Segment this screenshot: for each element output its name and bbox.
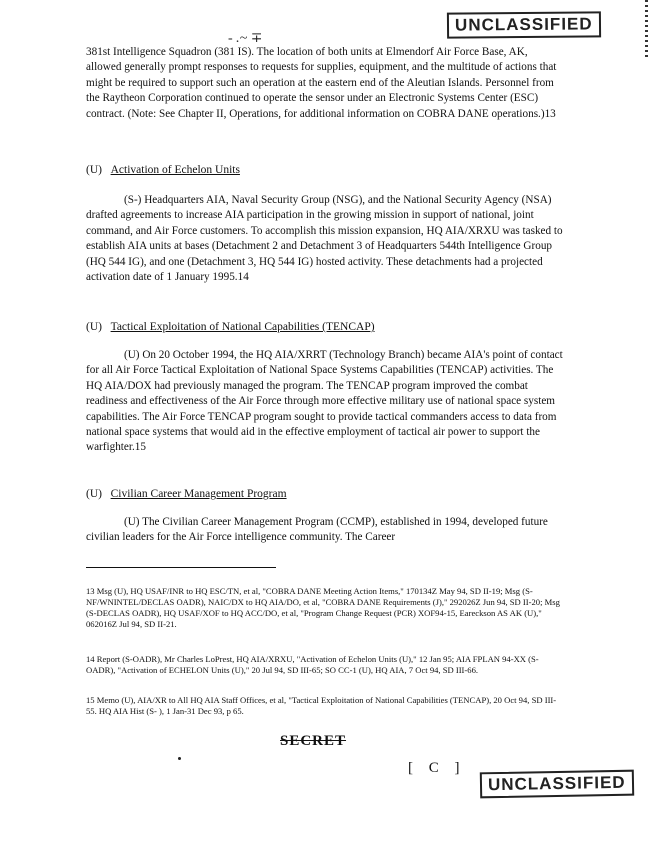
section-heading-tencap: [86, 321, 375, 333]
section-heading-prefix: (U): [86, 488, 102, 500]
section-body-tencap: (U) On 20 October 1994, the HQ AIA/XRRT (Technology Branch) became AIA's point of contact for all Air Force Tactical Exploitation of National Space Systems Capabilities (TENCAP) activities. The HQ AIA/DOX had previously managed the program. The TENCAP program improved the combat readiness and effectiveness of the Air Force through more effective military use of national space system capabilities. The Air Force TENCAP program sought to provide tactical commanders access to data from national space systems that would aid in the effective employment of tactical air power to support the warfighter.15: [86, 349, 563, 454]
intro-paragraph: 381st Intelligence Squadron (381 IS). The location of both units at Elmendorf Air Force Base, AK, allowed generally prompt responses to requests for supplies, equipment, and the multitude of actions that might be required to support such an operation at the eastern end of the Aleutian Islands. Personnel from the Raytheon Corporation continued to operate the sensor under an Electronic Systems Center (ESC) contract. (Note: See Chapter II, Operations, for additional information on COBRA DANE operations.)13: [86, 46, 557, 120]
footnote-rule: [86, 567, 276, 568]
scan-edge-marks: [645, 0, 648, 60]
classification-marking-secret: SECRET: [280, 733, 347, 749]
footnote-14: 14 Report (S-OADR), Mr Charles LoPrest, HQ AIA/XRXU, "Activation of Echelon Units (U)," 12 Jan 95; AIA FPLAN 94-XX (S-OADR), "Activation of ECHELON Units (U)," 20 Jul 94, SD III-65; SO CC-1 (U), HQ AIA, 7 Oct 94, SD III-66.: [86, 654, 539, 675]
scan-speck: [178, 757, 181, 760]
section-heading-ccmp: [86, 488, 287, 500]
footnote-13: 13 Msg (U), HQ USAF/INR to HQ ESC/TN, et al, "COBRA DANE Meeting Action Items," 170134Z May 94, SD II-19; Msg (S-NF/WNINTEL/DECLAS OADR), NAIC/DX to HQ AIA/DO, et al, "COBRA DANE Requirements (J)," 292026Z Jun 94, SD II-20; Msg (S-DECLAS OADR), HQ USAF/XOF to HQ ACC/DO, et al, "Program Change Request (PCR) XOF94-15, Eareckson AS AK (U)," 062016Z Jul 94, SD II-21.: [86, 586, 560, 629]
page-mark: [ C ]: [408, 760, 466, 776]
section-body-echelon: (S-) Headquarters AIA, Naval Security Group (NSG), and the National Security Agency (NSA) drafted agreements to increase AIA participation in the growing mission in support of national, joint command, and Air Force customers. To accomplish this mission expansion, HQ AIA/XRXU was tasked to establish AIA units at bases (Detachment 2 and Detachment 3 of Headquarters 544th Intelligence Group (HQ 544 IG), and one (Detachment 3, HQ 544 IG) hosted activity. These detachments had a projected activation date of 1 January 1995.14: [86, 194, 563, 284]
unclassified-stamp-top: UNCLASSIFIED: [447, 11, 601, 38]
handwritten-scribble: - .~ ∓: [228, 31, 263, 46]
footnote-15: 15 Memo (U), AIA/XR to All HQ AIA Staff Offices, et al, "Tactical Exploitation of National Capabilities (TENCAP), 20 Oct 94, SD III-55. HQ AIA Hist (S- ), 1 Jan-31 Dec 93, p 65.: [86, 695, 557, 716]
section-heading-prefix: (U): [86, 321, 102, 333]
section-body-ccmp: (U) The Civilian Career Management Program (CCMP), established in 1994, developed future civilian leaders for the Air Force intelligence community. The Career: [86, 516, 548, 544]
section-heading-text: Civilian Career Management Program: [110, 488, 287, 500]
section-heading-text: Tactical Exploitation of National Capabilities (TENCAP): [110, 321, 375, 333]
section-heading-echelon: [86, 164, 240, 176]
section-heading-text: Activation of Echelon Units: [110, 164, 240, 176]
section-heading-prefix: (U): [86, 164, 102, 176]
unclassified-stamp-bottom: UNCLASSIFIED: [480, 770, 634, 799]
